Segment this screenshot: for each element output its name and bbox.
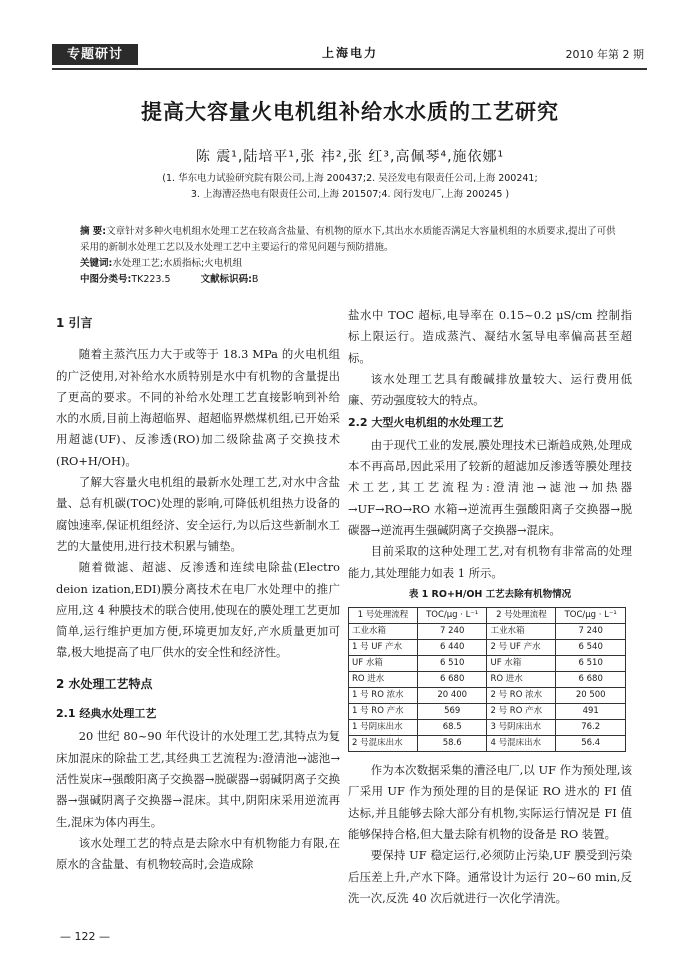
heading-process-features: 2 水处理工艺特点 [56,676,153,691]
table-row [349,736,626,752]
clc-value: TK223.5 [131,274,171,285]
heading-introduction: 1 引言 [56,316,93,330]
keywords-text: 水处理工艺;水质指标;火电机组 [112,258,243,269]
table-cell: 2 号混床出水 [349,736,418,752]
abstract [80,224,620,256]
table-cell: 1 号 RO 产水 [349,704,418,720]
table-cell: 491 [556,704,626,720]
table-cell: 56.4 [556,736,626,752]
table-cell: RO 进水 [487,672,556,688]
header-rule [52,68,647,70]
paper-title: 提高大容量火电机组补给水水质的工艺研究 [141,100,559,124]
section-tag: 专题研讨 [52,44,138,65]
abstract-block [80,224,620,288]
table-cell: 6 510 [556,656,626,672]
table-cell: 6 680 [417,672,487,688]
page-number: — 122 — [60,930,110,943]
table-cell: 68.5 [417,720,487,736]
table-row [349,624,626,640]
heading-large-unit-process: 2.2 大型火电机组的水处理工艺 [348,416,504,430]
table-header-cell: TOC/μg · L⁻¹ [556,608,626,624]
table-cell: 4 号混床出水 [487,736,556,752]
abstract-text: 文章针对多种火电机组水处理工艺在较高含盐量、有机物的原水下,其出水水质能否满足大容量机组的水质要求,提出了可供采用的新制水处理工艺以及水处理工艺中主要运行的常见问题与预防措施。 [80,226,616,253]
table-header-cell: 2 号处理流程 [487,608,556,624]
table-cell: UF 水箱 [349,656,418,672]
table-header-row [349,608,626,624]
doc-code-label: 文献标识码: [200,274,252,285]
paragraph: 目前采取的这种处理工艺,对有机物有非常高的处理能力,其处理能力如表 1 所示。 [348,544,632,580]
table-cell: 工业水箱 [487,624,556,640]
table-row [349,688,626,704]
table-caption: 表 1 RO+H/OH 工艺去除有机物情况 [408,588,572,600]
paragraph: 作为本次数据采集的漕泾电厂,以 UF 作为预处理,该厂采用 UF 作为预处理的目的是保证 RO 进水的 FI 值达标,并且能够去除大部分有机物,实际运行情况是 FI 值能够保持合格,但大量去除有机物的设备是 RO 装置。 [348,763,632,842]
abstract-label: 摘 要: [80,226,107,237]
table-cell: 2 号 UF 产水 [487,640,556,656]
table-header-cell: 1 号处理流程 [349,608,418,624]
affiliation-line-2: 3. 上海漕泾热电有限责任公司,上海 201507;4. 闵行发电厂,上海 200245 ) [190,189,510,200]
doc-code-value: B [251,274,259,285]
journal-name: 上海电力 [321,46,378,60]
table-cell: 569 [417,704,487,720]
table-row [349,656,626,672]
table-row [349,720,626,736]
heading-classic-process: 2.1 经典水处理工艺 [56,707,157,721]
table-cell: 76.2 [556,720,626,736]
toc-removal-table [348,607,626,752]
paragraph: 盐水中 TOC 超标,电导率在 0.15~0.2 μS/cm 控制指标上限运行。造成蒸汽、凝结水氢导电率偏高甚至超标。 [348,308,632,365]
table-cell: 6 510 [417,656,487,672]
table-row [349,704,626,720]
table-cell: 工业水箱 [349,624,418,640]
clc-label: 中图分类号: [80,274,132,285]
paragraph: 该水处理工艺具有酸碱排放量较大、运行费用低廉、劳动强度较大的特点。 [348,371,632,408]
author-list: 陈 震¹,陆培平¹,张 祎²,张 红³,高佩琴⁴,施依娜¹ [195,149,505,165]
issue-label: 2010 年第 2 期 [565,48,644,61]
table-cell: 20 400 [417,688,487,704]
keywords [80,256,620,272]
table-cell: 2 号 RO 产水 [487,704,556,720]
paragraph: 随着微滤、超滤、反渗透和连续电除盐(Electro deion ization,EDI)膜分离技术在电厂水处理中的推广应用,这 4 种膜技术的联合使用,使现在的膜处理工艺更加简单,运行维护更加方便,环境更加友好,产水质量更加可靠,极大地提高了电厂供水的安全性和经济性。 [56,560,340,660]
left-column [56,305,340,875]
table-cell: 1 号 UF 产水 [349,640,418,656]
paragraph: 由于现代工业的发展,膜处理技术已渐趋成熟,处理成本不再高昂,因此采用了较新的超滤加反渗透等膜处理技术工艺,其工艺流程为:澄清池→滤池→加热器→UF→RO→RO 水箱→逆流再生强酸阳离子交换器→脱碳器→逆流再生强碱阴离子交换器→混床。 [348,437,632,537]
table-cell: 3 号阴床出水 [487,720,556,736]
table-cell: 1 号 RO 浓水 [349,688,418,704]
paragraph: 随着主蒸汽压力大于或等于 18.3 MPa 的火电机组的广泛使用,对补给水水质特别是水中有机物的含量提出了更高的要求。不同的补给水处理工艺直接影响到补给水的水质,目前上海超临界、超超临界燃煤机组,已开始采用超滤(UF)、反渗透(RO)加二级除盐离子交换技术(RO+H/OH)。 [56,347,340,468]
table-cell: 2 号 RO 浓水 [487,688,556,704]
table-row [349,640,626,656]
table-cell: UF 水箱 [487,656,556,672]
affiliation-line-1: (1. 华东电力试验研究院有限公司,上海 200437;2. 吴泾发电有限责任公司,上海 200241; [162,173,538,184]
table-header-cell: TOC/μg · L⁻¹ [417,608,487,624]
table-cell: 6 680 [556,672,626,688]
right-column [348,305,632,909]
table-cell: 1 号阴床出水 [349,720,418,736]
table-cell: 6 440 [417,640,487,656]
paragraph: 该水处理工艺的特点是去除水中有机物能力有限,在原水的含盐量、有机物较高时,会造成除 [56,835,340,872]
table-cell: RO 进水 [349,672,418,688]
table-row [349,672,626,688]
table-cell: 58.6 [417,736,487,752]
paragraph: 20 世纪 80~90 年代设计的水处理工艺,其特点为复床加混床的除盐工艺,其经典工艺流程为:澄清池→滤池→活性炭床→强酸阳离子交换器→脱碳器→弱碱阴离子交换器→强碱阴离子交换器→混床。其中,阴阳床采用逆流再生,混床为体内再生。 [56,729,340,829]
table-cell: 7 240 [417,624,487,640]
paragraph: 要保持 UF 稳定运行,必须防止污染,UF 膜受到污染后压差上升,产水下降。通常设计为运行 20~60 min,反洗一次,反洗 40 次后就进行一次化学清洗。 [348,848,632,905]
paragraph: 了解大容量火电机组的最新水处理工艺,对水中含盐量、总有机碳(TOC)处理的影响,可降低机组热力设备的腐蚀速率,保证机组经济、安全运行,为以后这些新制水工艺的大量使用,进行技术积累与铺垫。 [56,475,340,553]
table-cell: 20 500 [556,688,626,704]
classification [80,272,620,288]
table-cell: 7 240 [556,624,626,640]
table-cell: 6 540 [556,640,626,656]
keywords-label: 关键词: [80,258,113,269]
